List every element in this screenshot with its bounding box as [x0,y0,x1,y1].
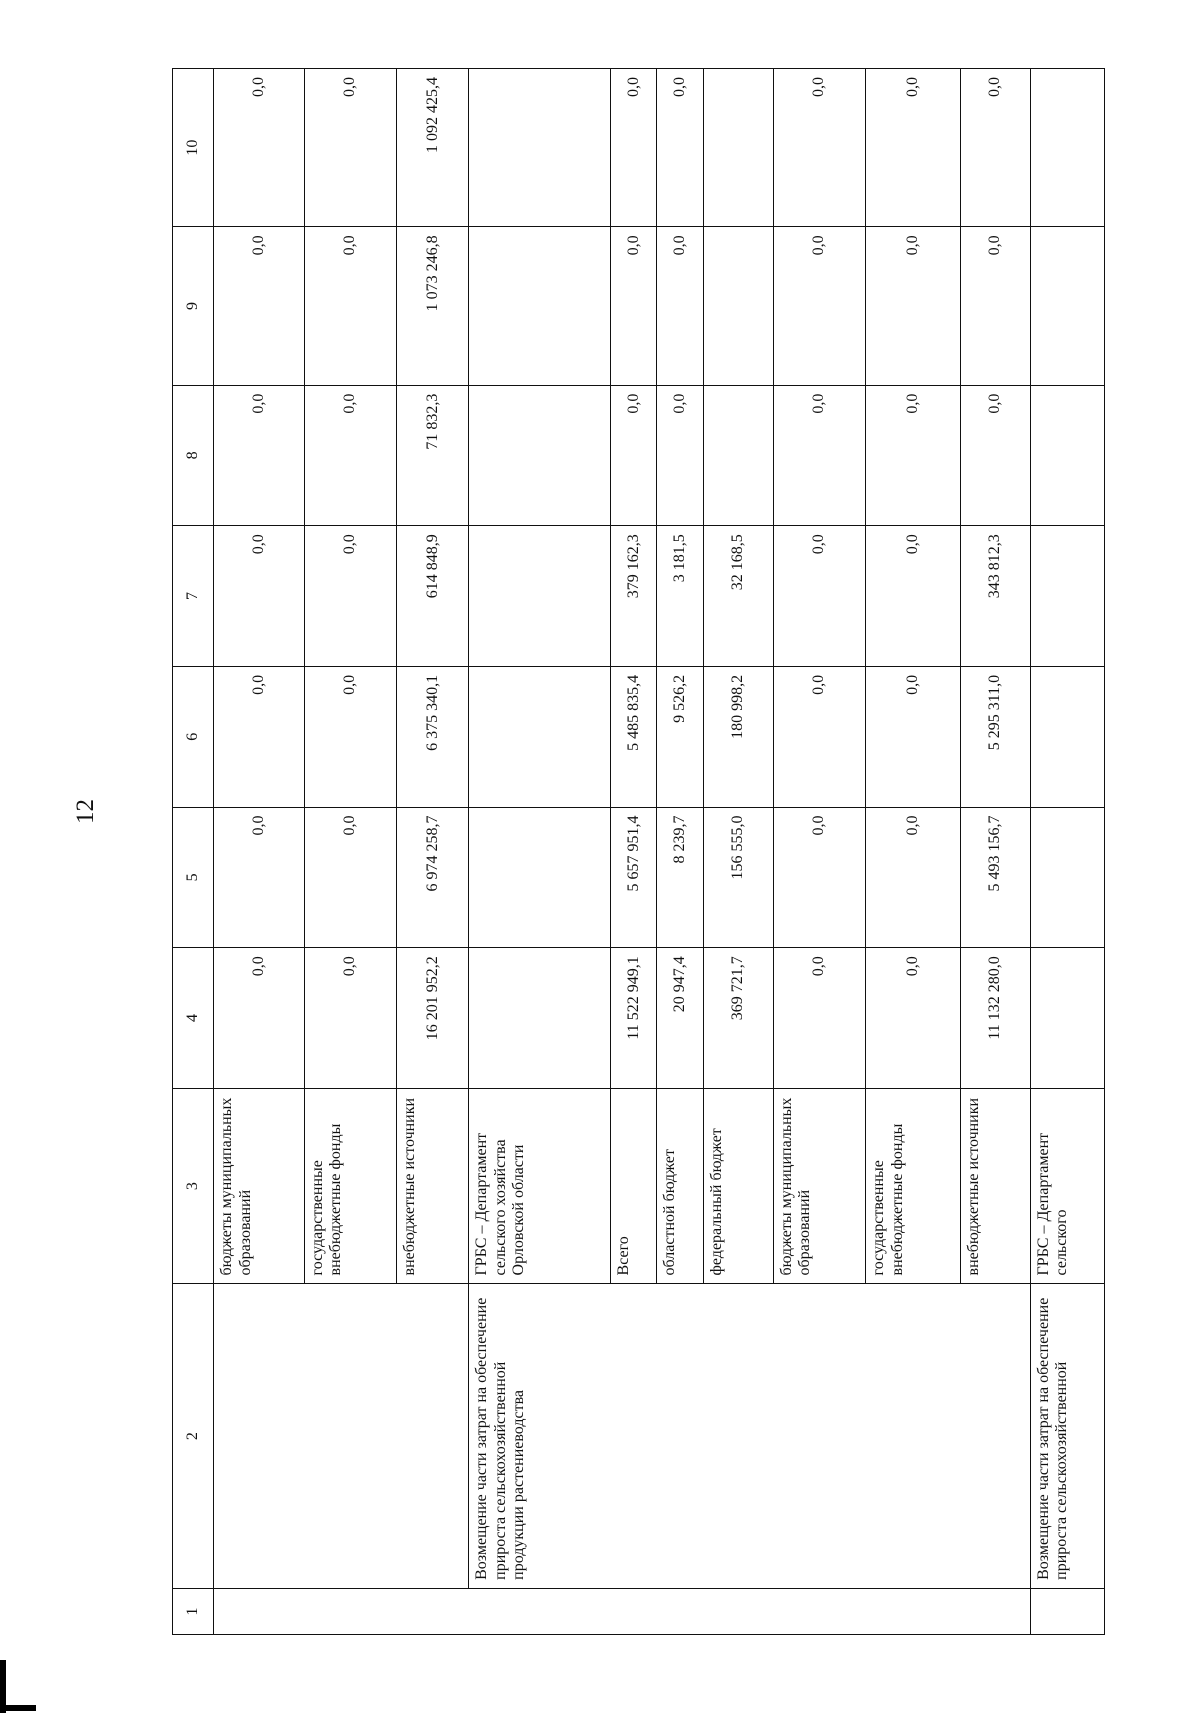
value-cell: 0,0 [773,385,866,526]
value-cell: 0,0 [773,526,866,667]
funding-source-cell: государственные внебюджетные фонды [304,1088,397,1284]
value-cell: 0,0 [773,948,866,1089]
value-cell: 0,0 [773,227,866,385]
budget-table [172,68,1105,1635]
value-cell: 20 947,4 [657,948,703,1089]
event-name-cell: Возмещение части затрат на обеспечение прироста сельскохозяйственной [1030,1284,1104,1588]
row-number-cell [214,1588,1031,1634]
value-cell [469,948,611,1089]
value-cell: 9 526,2 [657,666,703,807]
value-cell: 0,0 [960,385,1030,526]
header-cell: 10 [173,69,214,227]
budget-table-rotated [172,68,1105,1635]
funding-source-cell: внебюджетные источники [397,1088,469,1284]
table-row [469,69,611,1635]
funding-source-cell: областной бюджет [657,1088,703,1284]
value-cell [469,526,611,667]
value-cell [703,227,773,385]
funding-source-cell: бюджеты муниципальных образований [214,1088,305,1284]
header-cell: 1 [173,1588,214,1634]
header-cell: 7 [173,526,214,667]
value-cell: 11 522 949,1 [611,948,657,1089]
funding-source-cell: бюджеты муниципальных образований [773,1088,866,1284]
value-cell [1030,526,1104,667]
value-cell: 5 295 311,0 [960,666,1030,807]
value-cell: 0,0 [214,69,305,227]
header-cell: 3 [173,1088,214,1284]
table-row [1030,69,1104,1635]
value-cell: 0,0 [773,666,866,807]
value-cell: 0,0 [214,807,305,948]
value-cell: 0,0 [611,385,657,526]
value-cell: 0,0 [960,227,1030,385]
funding-source-cell: ГРБС – Департамент сельского хозяйства Орловской области [469,1088,611,1284]
value-cell: 0,0 [304,948,397,1089]
value-cell: 1 073 246,8 [397,227,469,385]
value-cell: 0,0 [304,666,397,807]
table-row [214,69,305,1635]
funding-source-cell: государственные внебюджетные фонды [866,1088,961,1284]
funding-source-cell: Всего [611,1088,657,1284]
value-cell: 0,0 [611,227,657,385]
value-cell [469,807,611,948]
value-cell: 71 832,3 [397,385,469,526]
value-cell: 0,0 [866,666,961,807]
value-cell: 0,0 [960,69,1030,227]
value-cell [1030,948,1104,1089]
value-cell: 180 998,2 [703,666,773,807]
value-cell: 0,0 [866,526,961,667]
value-cell: 0,0 [657,227,703,385]
value-cell: 156 555,0 [703,807,773,948]
value-cell: 0,0 [304,227,397,385]
value-cell: 0,0 [214,526,305,667]
value-cell: 11 132 280,0 [960,948,1030,1089]
header-cell: 9 [173,227,214,385]
value-cell: 8 239,7 [657,807,703,948]
value-cell: 379 162,3 [611,526,657,667]
value-cell: 0,0 [214,948,305,1089]
value-cell: 614 848,9 [397,526,469,667]
value-cell: 16 201 952,2 [397,948,469,1089]
value-cell: 0,0 [304,385,397,526]
value-cell: 0,0 [773,69,866,227]
header-cell: 6 [173,666,214,807]
value-cell [1030,666,1104,807]
value-cell [469,385,611,526]
value-cell: 369 721,7 [703,948,773,1089]
value-cell: 3 181,5 [657,526,703,667]
value-cell: 0,0 [866,69,961,227]
value-cell: 0,0 [866,227,961,385]
value-cell: 0,0 [773,807,866,948]
value-cell [1030,69,1104,227]
value-cell [469,227,611,385]
value-cell: 0,0 [214,666,305,807]
value-cell: 343 812,3 [960,526,1030,667]
header-cell: 8 [173,385,214,526]
value-cell [703,69,773,227]
value-cell: 32 168,5 [703,526,773,667]
header-cell: 2 [173,1284,214,1588]
value-cell [469,69,611,227]
row-number-cell [1030,1588,1104,1634]
funding-source-cell: ГРБС – Департамент сельского [1030,1088,1104,1284]
value-cell [469,666,611,807]
value-cell: 0,0 [304,69,397,227]
value-cell: 0,0 [866,948,961,1089]
value-cell: 5 493 156,7 [960,807,1030,948]
funding-source-cell: внебюджетные источники [960,1088,1030,1284]
value-cell: 6 375 340,1 [397,666,469,807]
page-number: 12 [72,799,99,824]
header-cell: 5 [173,807,214,948]
event-name-cell [214,1284,469,1588]
value-cell: 0,0 [866,385,961,526]
value-cell: 0,0 [611,69,657,227]
value-cell: 0,0 [214,227,305,385]
event-name-cell: Возмещение части затрат на обеспечение прироста сельскохозяйственной продукции растениеводства [469,1284,1031,1588]
value-cell [1030,807,1104,948]
value-cell: 0,0 [214,385,305,526]
value-cell: 0,0 [304,807,397,948]
header-cell: 4 [173,948,214,1089]
value-cell: 6 974 258,7 [397,807,469,948]
value-cell: 0,0 [866,807,961,948]
value-cell [703,385,773,526]
value-cell: 0,0 [657,385,703,526]
value-cell: 0,0 [304,526,397,667]
value-cell [1030,227,1104,385]
value-cell: 0,0 [657,69,703,227]
funding-source-cell: федеральный бюджет [703,1088,773,1284]
value-cell: 1 092 425,4 [397,69,469,227]
header-row [173,69,214,1635]
value-cell: 5 485 835,4 [611,666,657,807]
value-cell: 5 657 951,4 [611,807,657,948]
scan-edge-mark [0,1705,36,1711]
value-cell [1030,385,1104,526]
